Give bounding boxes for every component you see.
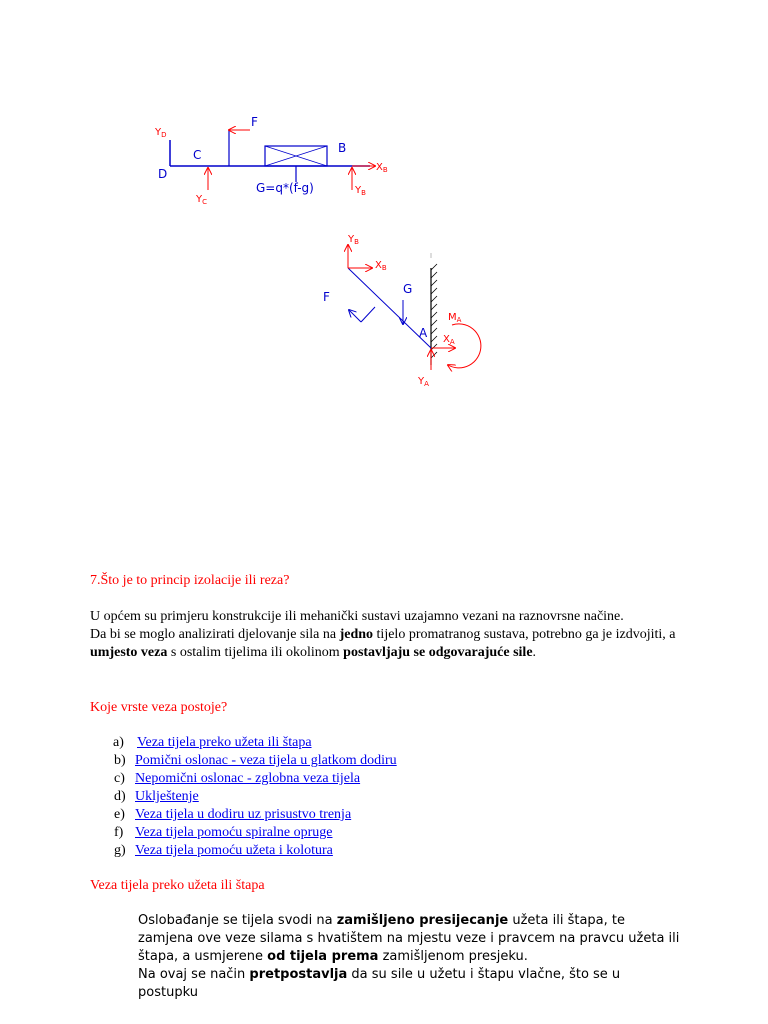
list-item: a) Veza tijela preko užeta ili štapa [113, 735, 312, 750]
label-a: A [419, 326, 428, 340]
section-heading: Veza tijela preko užeta ili štapa [90, 878, 265, 893]
link-fixed-support[interactable]: Nepomični oslonac - zglobna veza tijela [135, 771, 361, 786]
label-xb-2: $X_B$ [375, 260, 387, 272]
label-d: D [158, 167, 168, 181]
link-clamping[interactable]: Uklještenje [135, 789, 199, 804]
label-b: B [338, 141, 347, 155]
question-heading: 7.Što je to princip izolacije ili reza? [90, 573, 290, 588]
beam-diagram [154, 115, 388, 206]
list-item: b) Pomični oslonac - veza tijela u glatkom dodiru [114, 753, 397, 768]
mechanics-diagrams [0, 0, 768, 420]
label-ma: $M_A$ [448, 312, 462, 324]
label-yb: $Y_B$ [355, 185, 366, 197]
label-ya: $Y_A$ [418, 376, 429, 388]
label-yb-2: $Y_B$ [348, 234, 359, 246]
label-xb: $X_B$ [376, 162, 388, 174]
link-friction-contact[interactable]: Veza tijela u dodiru uz prisustvo trenja [135, 807, 352, 822]
intro-paragraph [90, 608, 690, 662]
list-item: c) Nepomični oslonac - zglobna veza tijela [114, 771, 361, 786]
section-text-1: Oslobađanje se tijela svodi na zamišljeno presijecanje užeta ili štapa, te zamjena ove veze silama s hvatištem na mjestu veze i pravcem na pravcu užeta ili štapa, a usmjerene od tijela prema zamišljenom presjeku. [138, 913, 680, 964]
section-text-2: Na ovaj se način pretpostavlja da su sile u užetu i štapu vlačne, što se u postupku [138, 967, 621, 1000]
link-movable-support[interactable]: Pomični oslonac - veza tijela u glatkom dodiru [135, 753, 397, 768]
link-rope-pulley[interactable]: Veza tijela pomoću užeta i kolotura [135, 843, 333, 858]
label-f-2: F [323, 290, 330, 304]
intro-line-2: Da bi se moglo analizirati djelovanje sila na jedno tijelo promatranog sustava, potrebno ga je izdvojiti, a umjesto veza s ostalim tijelima ili okolinom postavljaju se odgovarajuće sile. [90, 627, 676, 660]
link-rope-bar[interactable]: Veza tijela preko užeta ili štapa [137, 735, 312, 750]
intro-line-1: U općem su primjeru konstrukcije ili mehanički sustavi uzajamno vezani na raznovrsne načine. [90, 609, 624, 624]
list-item: e) Veza tijela u dodiru uz prisustvo trenja [114, 807, 352, 822]
label-xa: $X_A$ [443, 334, 455, 346]
types-heading: Koje vrste veza postoje? [90, 700, 228, 715]
label-g: G [403, 282, 413, 296]
force-f-arrow [349, 310, 361, 322]
label-g-equation: G=q*(f-g) [256, 181, 314, 195]
list-item: d) Uklještenje [114, 789, 199, 804]
label-yc: $Y_C$ [196, 194, 207, 206]
section-paragraph [138, 912, 683, 1002]
label-yd: $Y_D$ [155, 127, 167, 139]
types-list [113, 734, 397, 860]
label-f: F [251, 115, 258, 129]
force-f-stem [361, 307, 375, 322]
list-item: f) Veza tijela pomoću spiralne opruge [114, 825, 333, 840]
list-item: g) Veza tijela pomoću užeta i kolotura [114, 843, 333, 858]
clamped-bar-diagram [323, 234, 481, 388]
label-c: C [193, 148, 202, 162]
link-spiral-spring[interactable]: Veza tijela pomoću spiralne opruge [135, 825, 333, 840]
